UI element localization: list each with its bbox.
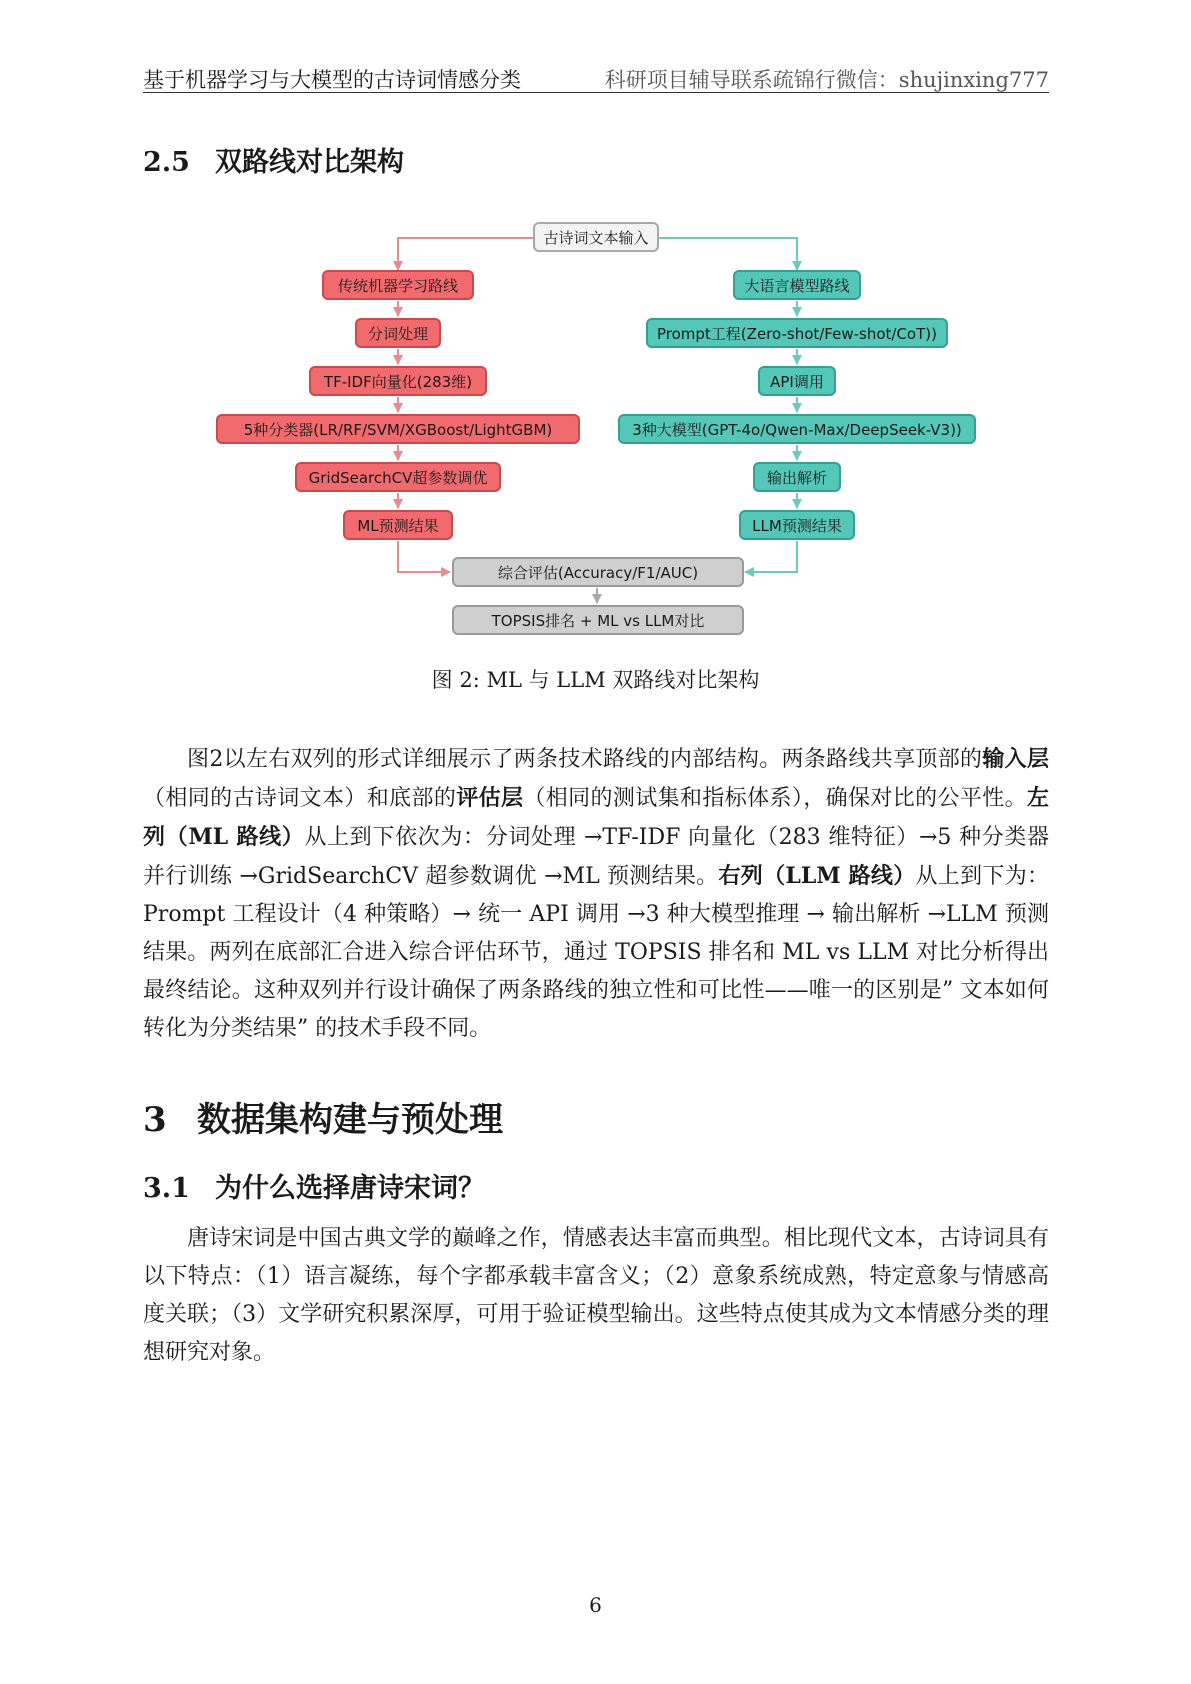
llm-parse-node: 输出解析 (753, 462, 841, 492)
arrow-llm-to-eval (745, 541, 797, 572)
ml-segmentation-node: 分词处理 (355, 318, 441, 348)
arrow-input-to-llm (659, 238, 797, 270)
paragraph-architecture: 图2以左右双列的形式详细展示了两条技术路线的内部结构。两条路线共享顶部的输入层（相同的古诗词文本）和底部的评估层（相同的测试集和指标体系），确保对比的公平性。左列（ML 路线）从上到下依次为：分词处理 →TF-IDF 向量化（283 维特征）→5 种分类器并行训练 →GridSearchCV 超参数调优 →ML 预测结果。右列（LLM 路线）从上到下为：Prompt 工程设计（4 种策略）→ 统一 API 调用 →3 种大模型推理 → 输出解析 →LLM 预测结果。两列在底部汇合进入综合评估环节，通过 TOPSIS 排名和 ML vs LLM 对比分析得出最终结论。这种双列并行设计确保了两条路线的独立性和可比性——唯一的区别是” 文本如何转化为分类结果” 的技术手段不同。 (143, 746, 1050, 1041)
input-node: 古诗词文本输入 (533, 222, 659, 252)
section-3-heading (143, 1092, 503, 1141)
llm-api-node: API调用 (758, 366, 836, 396)
llm-prompt-node: Prompt工程(Zero-shot/Few-shot/CoT)) (646, 318, 948, 348)
figure-caption: 图 2: ML 与 LLM 双路线对比架构 (431, 668, 760, 692)
eval-node: 综合评估(Accuracy/F1/AUC) (452, 557, 744, 587)
ml-result-node: ML预测结果 (343, 510, 453, 540)
section-title: 双路线对比架构 (215, 147, 404, 178)
arrow-input-to-ml (398, 238, 533, 270)
section-number: 3 (143, 1100, 167, 1140)
header-title: 基于机器学习与大模型的古诗词情感分类 (143, 68, 521, 92)
ml-tfidf-node: TF-IDF向量化(283维) (309, 366, 487, 396)
llm-models-node: 3种大模型(GPT-4o/Qwen-Max/DeepSeek-V3)) (618, 414, 976, 444)
ml-route-node: 传统机器学习路线 (322, 270, 474, 300)
page-number: 6 (589, 1593, 602, 1617)
final-node: TOPSIS排名 + ML vs LLM对比 (452, 605, 744, 635)
header-contact: 科研项目辅导联系疏锦行微信：shujinxing777 (604, 68, 1049, 92)
ml-gridsearch-node: GridSearchCV超参数调优 (295, 462, 501, 492)
section-3-1-heading (143, 1166, 485, 1205)
section-number: 2.5 (143, 147, 190, 178)
section-title: 数据集构建与预处理 (197, 1100, 503, 1140)
llm-result-node: LLM预测结果 (739, 510, 855, 540)
paragraph-tang-song: 唐诗宋词是中国古典文学的巅峰之作，情感表达丰富而典型。相比现代文本，古诗词具有以下特点：（1）语言凝练，每个字都承载丰富含义；（2）意象系统成熟，特定意象与情感高度关联；（3）文学研究积累深厚，可用于验证模型输出。这些特点使其成为文本情感分类的理想研究对象。 (143, 1226, 1049, 1365)
ml-classifiers-node: 5种分类器(LR/RF/SVM/XGBoost/LightGBM) (216, 414, 580, 444)
section-title: 为什么选择唐诗宋词？ (215, 1173, 485, 1204)
llm-route-node: 大语言模型路线 (733, 270, 861, 300)
section-number: 3.1 (143, 1173, 190, 1204)
arrow-ml-to-eval (398, 541, 450, 572)
